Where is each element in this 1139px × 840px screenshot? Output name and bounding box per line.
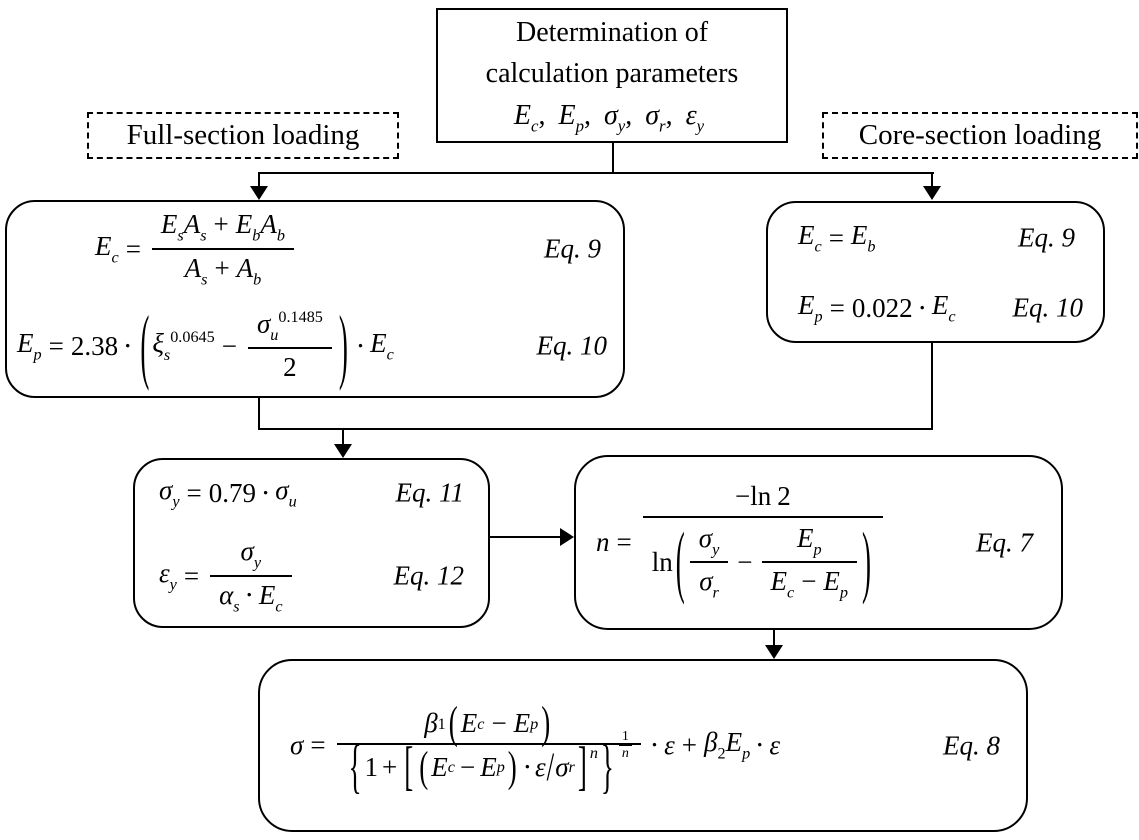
left-paren: ( bbox=[140, 297, 150, 391]
core-section-label: Core-section loading bbox=[822, 112, 1138, 159]
fraction: −ln 2 ln ( $\frac{\sigma_y}{\sigma_r}$ − $\frac{E_p}{E_c - E_p}$ ) bbox=[643, 478, 883, 607]
equation-label: Eq. 12 bbox=[393, 560, 464, 591]
arrowhead-to-full-box bbox=[250, 186, 268, 200]
arrowhead-to-yield-box bbox=[334, 444, 352, 458]
equation-label: Eq. 9 bbox=[544, 233, 601, 264]
fraction: $\frac{\sigma_y}{\sigma_r}$ bbox=[690, 520, 729, 605]
right-paren: ) bbox=[541, 696, 551, 748]
sigma-equation-node bbox=[258, 659, 1028, 832]
fraction: $\frac{\sigma_u^{0.1485}}{2}$ bbox=[248, 305, 332, 387]
left-paren: ( bbox=[419, 741, 429, 790]
fraction: $\frac{\sigma_y}{\alpha_s \cdot E_c}$ bbox=[210, 533, 291, 618]
left-paren: ( bbox=[448, 696, 458, 748]
equation-11: $\sigma_y$ = 0.79 ⋅ $\sigma_u$ Eq. 11 bbox=[159, 474, 464, 511]
left-paren: ( bbox=[675, 514, 685, 605]
equation-label: Eq. 8 bbox=[943, 730, 1000, 760]
right-paren: ) bbox=[338, 297, 348, 391]
right-brace: } bbox=[600, 732, 614, 799]
connector-yield-to-n bbox=[490, 536, 562, 538]
equation-7: n = −ln 2 ln ( $\frac{\sigma_y}{\sigma_r}$ − $\frac{E_p}{E_c - E_p}$ ) Eq. 7 bbox=[576, 457, 1061, 628]
arrowhead-to-sigma-box bbox=[765, 645, 783, 659]
connector-merge-horizontal bbox=[258, 428, 933, 430]
connector-core-box-out bbox=[931, 342, 933, 430]
fraction: β 1 ( E c − E p ) { 1 + [ ( E c − E p ) ⋅ ε / σ r ] n } 1 n bbox=[337, 705, 641, 787]
title-node bbox=[436, 8, 788, 143]
equation-label: Eq. 11 bbox=[395, 477, 464, 508]
exponent-fraction: 1 n bbox=[619, 729, 632, 761]
equation-label: Eq. 10 bbox=[1012, 292, 1083, 323]
equation-label: Eq. 10 bbox=[536, 330, 607, 361]
equation-8: σ = β 1 ( E c − E p ) { 1 + [ ( E c − E p ) ⋅ ε / σ r ] n } 1 n ⋅ ε + $\beta_2E_p$ ⋅ ε Eq. 8 bbox=[260, 661, 1026, 830]
fraction: $\frac{E_p}{E_c - E_p}$ bbox=[762, 520, 858, 605]
title-line2: calculation parameters bbox=[485, 58, 739, 90]
yield-equations-node bbox=[133, 458, 490, 628]
n-equation-node bbox=[574, 455, 1063, 630]
right-bracket: ] bbox=[577, 735, 587, 796]
equation-12: $\varepsilon_y$ = $\frac{\sigma_y}{\alpha_s \cdot E_c}$ Eq. 12 bbox=[135, 526, 488, 626]
connector-branch-horizontal bbox=[258, 172, 934, 174]
arrowhead-to-n-box bbox=[560, 528, 574, 546]
equation-10-full: $E_p$ = 2.38 ⋅ ( $\xi_s^{0.0645}$ − $\frac{\sigma_u^{0.1485}}{2}$ ) ⋅ $E_c$ Eq. 10 bbox=[7, 296, 623, 396]
left-brace: { bbox=[348, 732, 362, 799]
connector-full-box-out bbox=[258, 397, 260, 430]
fraction: $\frac{E_sA_s + E_bA_b}{A_s + A_b}$ bbox=[152, 206, 294, 291]
connector-title-down bbox=[612, 143, 614, 174]
equation-9-full: $E_c$ = $\frac{E_sA_s + E_bA_b}{A_s + A_b}$ Eq. 9 bbox=[7, 202, 623, 296]
slash: / bbox=[546, 743, 555, 789]
equation-label: Eq. 7 bbox=[976, 527, 1033, 557]
right-paren: ) bbox=[507, 741, 517, 790]
title-line1: Determination of bbox=[515, 16, 709, 48]
left-bracket: [ bbox=[404, 735, 414, 796]
connector-to-yield-box bbox=[342, 428, 344, 445]
equation-9-core: $E_c$ = $E_b$ Eq. 9 bbox=[798, 219, 1075, 256]
equation-10-core: $E_p$ = 0.022 ⋅ $E_c$ Eq. 10 bbox=[798, 289, 1083, 326]
right-paren: ) bbox=[862, 514, 872, 605]
arrowhead-to-core-box bbox=[923, 186, 941, 200]
equation-label: Eq. 9 bbox=[1018, 222, 1075, 253]
full-section-equations-node bbox=[5, 200, 625, 398]
core-section-equations-node bbox=[766, 201, 1105, 343]
full-section-label: Full-section loading bbox=[87, 112, 399, 159]
title-parameters: $E_c$, $E_p$, $\sigma_y$, $\sigma_r$, $\varepsilon_y$ bbox=[513, 99, 705, 136]
